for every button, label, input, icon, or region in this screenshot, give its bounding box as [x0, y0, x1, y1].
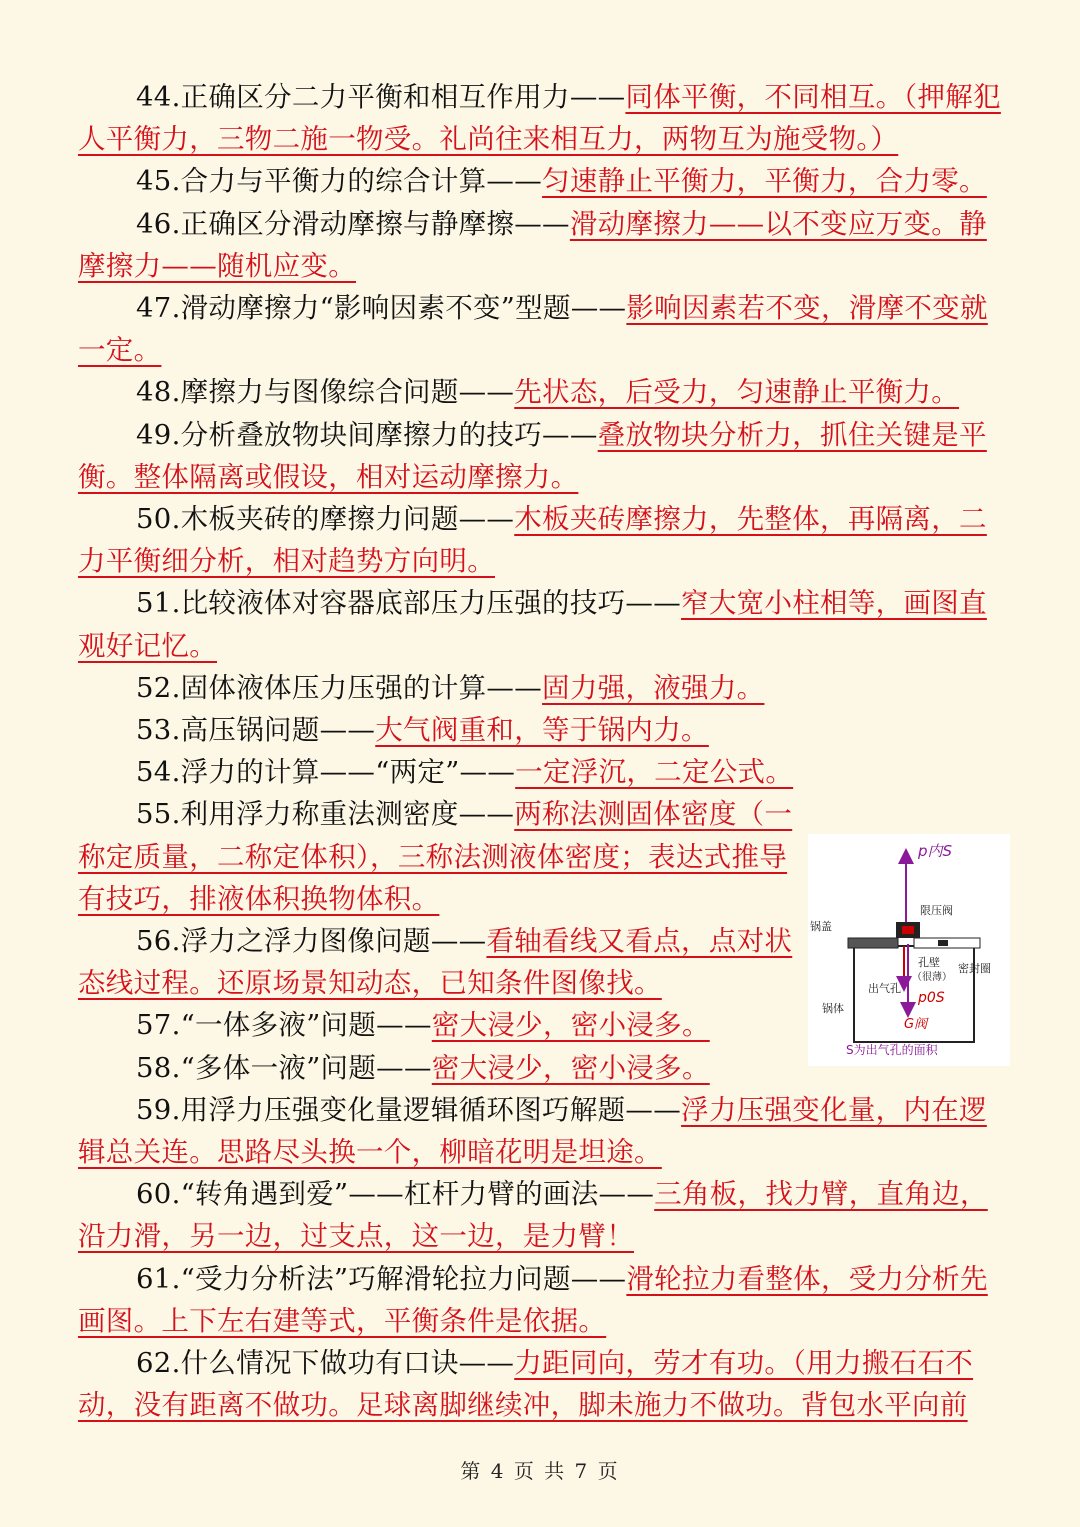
- item-answer: 看轴看线又看点，点对状态线过程。还原场景知动态，已知条件图像找。: [78, 925, 793, 1000]
- item-question: 57.“一体多液”问题——: [136, 1009, 432, 1042]
- item-answer: 浮力压强变化量，内在逻辑总关连。思路尽头换一个，柳暗花明是坦途。: [78, 1093, 987, 1169]
- item-question: 60.“转角遇到爱”——杠杆力臂的画法——: [136, 1178, 655, 1211]
- item-answer: 叠放物块分析力，抓住关键是平衡。整体隔离或假设，相对运动摩擦力。: [78, 418, 987, 493]
- seal-label: 密封圈: [958, 962, 991, 975]
- pot-lid-left: [848, 938, 898, 948]
- item-answer: 影响因素若不变，滑摩不变就一定。: [78, 292, 988, 367]
- item-60: [78, 1173, 1008, 1257]
- valve-label: 限压阀: [920, 904, 953, 917]
- item-question: 46.正确区分滑动摩擦与静摩擦——: [136, 207, 570, 240]
- item-question: 44.正确区分二力平衡和相互作用力——: [136, 81, 626, 113]
- item-answer: 木板夹砖摩擦力，先整体，再隔离，二力平衡细分析，相对趋势方向明。: [78, 503, 987, 578]
- item-answer: 力距同向，劳才有功。（用力搬石石不动，没有距离不做功。足球离脚继续冲，脚未施力不做功。背包水平向前: [78, 1347, 974, 1422]
- item-answer: 先状态，后受力，匀速静止平衡力。: [514, 376, 960, 409]
- item-question: 54.浮力的计算——“两定”——: [136, 756, 516, 789]
- item-question: 47.滑动摩擦力“影响因素不变”型题——: [136, 292, 627, 325]
- item-answer: 密大浸少，密小浸多。: [431, 1051, 710, 1084]
- item-question: 51.比较液体对容器底部压力压强的技巧——: [136, 587, 682, 620]
- item-answer: 两称法测固体密度（一称定质量，二称定体积），三称法测液体密度；表达式推导有技巧，排液体积换物体积。: [78, 798, 793, 915]
- item-answer: 三角板，找力臂，直角边，沿力滑，另一边，过支点，这一边，是力臂！: [78, 1178, 988, 1253]
- pressure-cooker-diagram: [808, 834, 1010, 1066]
- item-answer: 滑轮拉力看整体，受力分析先画图。上下左右建等式，平衡条件是依据。: [78, 1262, 988, 1337]
- item-question: 49.分析叠放物块间摩擦力的技巧——: [136, 418, 598, 451]
- body-label: 锅体: [822, 1002, 844, 1015]
- item-44: [78, 76, 1008, 160]
- item-46: [78, 203, 1008, 287]
- vent-label: 出气孔: [868, 982, 901, 995]
- item-question: 61.“受力分析法”巧解滑轮拉力问题——: [136, 1262, 627, 1295]
- item-question: 48.摩擦力与图像综合问题——: [136, 376, 515, 409]
- pressure-cooker-svg: [808, 834, 1010, 1066]
- content-column: [78, 76, 1008, 1427]
- pin-label: p内S: [918, 842, 953, 860]
- item-answer: 匀速静止平衡力，平衡力，合力零。: [542, 165, 987, 198]
- item-question: 62.什么情况下做功有口诀——: [136, 1347, 515, 1380]
- valve-hole: [902, 926, 914, 934]
- item-question: 56.浮力之浮力图像问题——: [136, 925, 487, 958]
- item-55: [78, 793, 808, 920]
- wall-note-label: （很薄）: [912, 972, 952, 983]
- item-question: 55.利用浮力称重法测密度——: [136, 798, 515, 831]
- item-answer: 密大浸少，密小浸多。: [431, 1009, 710, 1042]
- item-answer: 固力强，液强力。: [542, 671, 765, 704]
- page-footer: 第 4 页 共 7 页: [460, 1459, 620, 1483]
- p0-label: p0S: [918, 990, 945, 1006]
- item-question: 52.固体液体压力压强的计算——: [136, 671, 543, 704]
- item-question: 50.木板夹砖的摩擦力问题——: [136, 503, 515, 536]
- lid-label: 锅盖: [810, 920, 832, 933]
- item-47: [78, 287, 1008, 371]
- item-45: [78, 160, 1008, 202]
- diagram-caption: S为出气孔的面积: [846, 1043, 938, 1057]
- item-answer: 一定浮沉，二定公式。: [515, 756, 794, 789]
- item-57: [78, 1004, 808, 1046]
- item-56: [78, 920, 808, 1004]
- item-50: [78, 498, 1008, 582]
- item-question: 45.合力与平衡力的综合计算——: [136, 165, 543, 198]
- item-61: [78, 1258, 1008, 1342]
- wall-label: 孔壁: [918, 956, 940, 969]
- item-59: [78, 1089, 1008, 1173]
- seal: [938, 940, 948, 946]
- item-49: [78, 414, 1008, 498]
- item-question: 53.高压锅问题——: [136, 714, 376, 747]
- item-answer: 窄大宽小柱相等，画图直观好记忆。: [78, 587, 987, 662]
- item-54: [78, 751, 1008, 793]
- item-48: [78, 371, 1008, 413]
- item-answer: 滑动摩擦力——以不变应万变。静摩擦力——随机应变。: [78, 207, 987, 282]
- item-question: 59.用浮力压强变化量逻辑循环图巧解题——: [136, 1093, 682, 1126]
- g-label: G阀: [904, 1017, 928, 1032]
- item-answer: 大气阀重和，等于锅内力。: [375, 714, 709, 747]
- item-question: 58.“多体一液”问题——: [136, 1051, 432, 1084]
- item-62: [78, 1342, 1008, 1426]
- item-answer: 同体平衡，不同相互。（押解犯人平衡力，三物二施一物受。礼尚往来相互力，两物互为施受物。）: [78, 81, 1001, 156]
- item-53: [78, 709, 1008, 751]
- item-52: [78, 667, 1008, 709]
- item-51: [78, 582, 1008, 666]
